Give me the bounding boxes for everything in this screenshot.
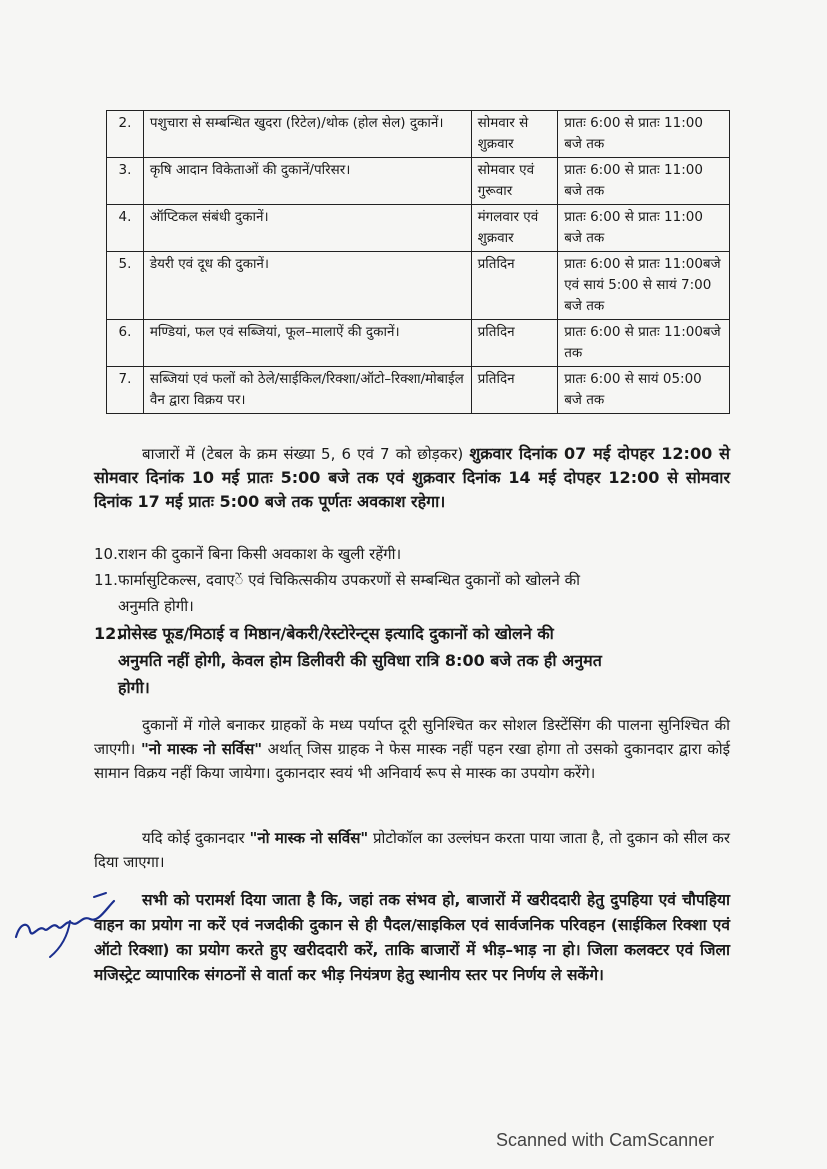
schedule-table: [106, 110, 730, 414]
no-mask-part2: अर्थात् जिस ग्राहक ने फेस मास्क नहीं पहन रखा होगा तो उसको दुकानदार द्वारा कोई सामान विक्रय नहीं किया जायेगा। दुकानदार स्वयं भी अनिवार्य रूप से मास्क का उपयोग करेंगे।: [94, 740, 730, 782]
no-mask-part1: दुकानों में गोले बनाकर ग्राहकों के मध्य पर्याप्त दूरी सुनिश्चित कर सोशल डिस्टेंसिंग की पालना सुनिश्चित की जाएगी।: [94, 716, 730, 758]
table-row: [107, 158, 730, 205]
item-12-line3: होगी।: [118, 678, 150, 697]
item-cell: डेयरी एवं दूध की दुकानें।: [143, 252, 471, 320]
time-cell: प्रातः 6:00 से प्रातः 11:00 बजे तक: [558, 205, 730, 252]
signature-icon: [10, 885, 120, 965]
item-cell: मण्डियां, फल एवं सब्जियां, फूल–मालाऐं की दुकानें।: [143, 320, 471, 367]
serial-cell: 4.: [107, 205, 144, 252]
time-cell: प्रातः 6:00 से सायं 05:00 बजे तक: [558, 367, 730, 414]
item-10-number: 10.: [94, 545, 118, 563]
item-12-number: 12.: [94, 624, 123, 643]
time-cell: प्रातः 6:00 से प्रातः 11:00 बजे तक: [558, 158, 730, 205]
serial-cell: 7.: [107, 367, 144, 414]
table-row: [107, 320, 730, 367]
violation-part1: यदि कोई दुकानदार: [142, 829, 250, 847]
item-cell: सब्जियां एवं फलों को ठेले/साईकिल/रिक्शा/ऑटो–रिक्शा/मोबाईल वैन द्वारा विक्रय पर।: [143, 367, 471, 414]
advice-text: सभी को परामर्श दिया जाता है कि, जहां तक संभव हो, बाजारों में खरीददारी हेतु दुपहिया एवं चौपहिया वाहन का प्रयोग ना करें एवं नजदीकी दुकान से ही पैदल/साइकिल एवं सार्वजनिक परिवहन (साईकिल रिक्शा एवं ऑटो रिक्शा) का प्रयोग करते हुए खरीददारी करें, ताकि बाजारों में भीड़–भाड़ ना हो। जिला कलक्टर एवं जिला मजिस्ट्रेट व्यापारिक संगठनों से वार्ता कर भीड़ नियंत्रण हेतु स्थानीय स्तर पर निर्णय ले सकेंगे।: [94, 891, 730, 984]
item-cell: पशुचारा से सम्बन्धित खुदरा (रिटेल)/थोक (होल सेल) दुकानें।: [143, 111, 471, 158]
advice-paragraph: [94, 888, 730, 988]
violation-slogan: "नो मास्क नो सर्विस": [249, 829, 369, 847]
item-10-text: राशन की दुकानें बिना किसी अवकाश के खुली रहेंगी।: [118, 545, 402, 563]
days-cell: सोमवार एवं गुरूवार: [471, 158, 558, 205]
item-cell: कृषि आदान विकेताओं की दुकानें/परिसर।: [143, 158, 471, 205]
markets-closure-bold-text: शुक्रवार दिनांक 07 मई दोपहर 12:00 से सोमवार दिनांक 10 मई प्रातः 5:00 बजे तक एवं शुक्रवार दिनांक 14 मई दोपहर 12:00 से सोमवार दिनांक 17 मई प्रातः 5:00 बजे तक पूर्णतः अवकाश रहेगा।: [94, 444, 730, 511]
schedule-table-body: [107, 111, 730, 414]
no-mask-slogan: "नो मास्क नो सर्विस": [140, 740, 263, 758]
violation-paragraph: [94, 826, 730, 874]
table-row: [107, 367, 730, 414]
item-10: [94, 541, 734, 567]
table-row: [107, 205, 730, 252]
item-cell: ऑप्टिकल संबंधी दुकानें।: [143, 205, 471, 252]
item-11-line2: अनुमति होगी।: [118, 597, 194, 615]
days-cell: सोमवार से शुक्रवार: [471, 111, 558, 158]
item-11-line1: फार्मासुटिकल्स, दवाएें एवं चिकित्सकीय उपकरणों से सम्बन्धित दुकानों को खोलने की: [118, 571, 581, 589]
days-cell: प्रतिदिन: [471, 320, 558, 367]
markets-closure-paragraph: [94, 442, 730, 514]
item-12-continuation-1: [94, 647, 734, 674]
days-cell: प्रतिदिन: [471, 252, 558, 320]
markets-intro-text: बाजारों में (टेबल के क्रम संख्या 5, 6 एवं 7 को छोड़कर): [142, 445, 470, 463]
item-12-line1: प्रोसेस्ड फूड/मिठाई व मिष्ठान/बेकरी/रेस्टोरेन्ट्स इत्यादि दुकानों को खोलने की: [118, 624, 554, 643]
serial-cell: 5.: [107, 252, 144, 320]
camscanner-watermark: Scanned with CamScanner: [496, 1130, 715, 1150]
time-cell: प्रातः 6:00 से प्रातः 11:00 बजे तक: [558, 111, 730, 158]
serial-cell: 2.: [107, 111, 144, 158]
item-11: [94, 567, 734, 593]
table-row: [107, 111, 730, 158]
serial-cell: 6.: [107, 320, 144, 367]
item-12-continuation-2: [94, 674, 734, 701]
no-mask-paragraph: [94, 713, 730, 785]
item-11-continuation: [94, 593, 734, 619]
serial-cell: 3.: [107, 158, 144, 205]
time-cell: प्रातः 6:00 से प्रातः 11:00बजे एवं सायं 5:00 से सायं 7:00 बजे तक: [558, 252, 730, 320]
table-row: [107, 252, 730, 320]
item-12-line2: अनुमति नहीं होगी, केवल होम डिलीवरी की सुविधा रात्रि 8:00 बजे तक ही अनुमत: [118, 651, 602, 670]
days-cell: मंगलवार एवं शुक्रवार: [471, 205, 558, 252]
violation-part2: प्रोटोकॉल का उल्लंघन करता पाया जाता है, तो दुकान को सील कर दिया जाएगा।: [94, 829, 731, 871]
days-cell: प्रतिदिन: [471, 367, 558, 414]
item-12: [94, 620, 734, 647]
time-cell: प्रातः 6:00 से प्रातः 11:00बजे तक: [558, 320, 730, 367]
item-11-number: 11.: [94, 571, 118, 589]
